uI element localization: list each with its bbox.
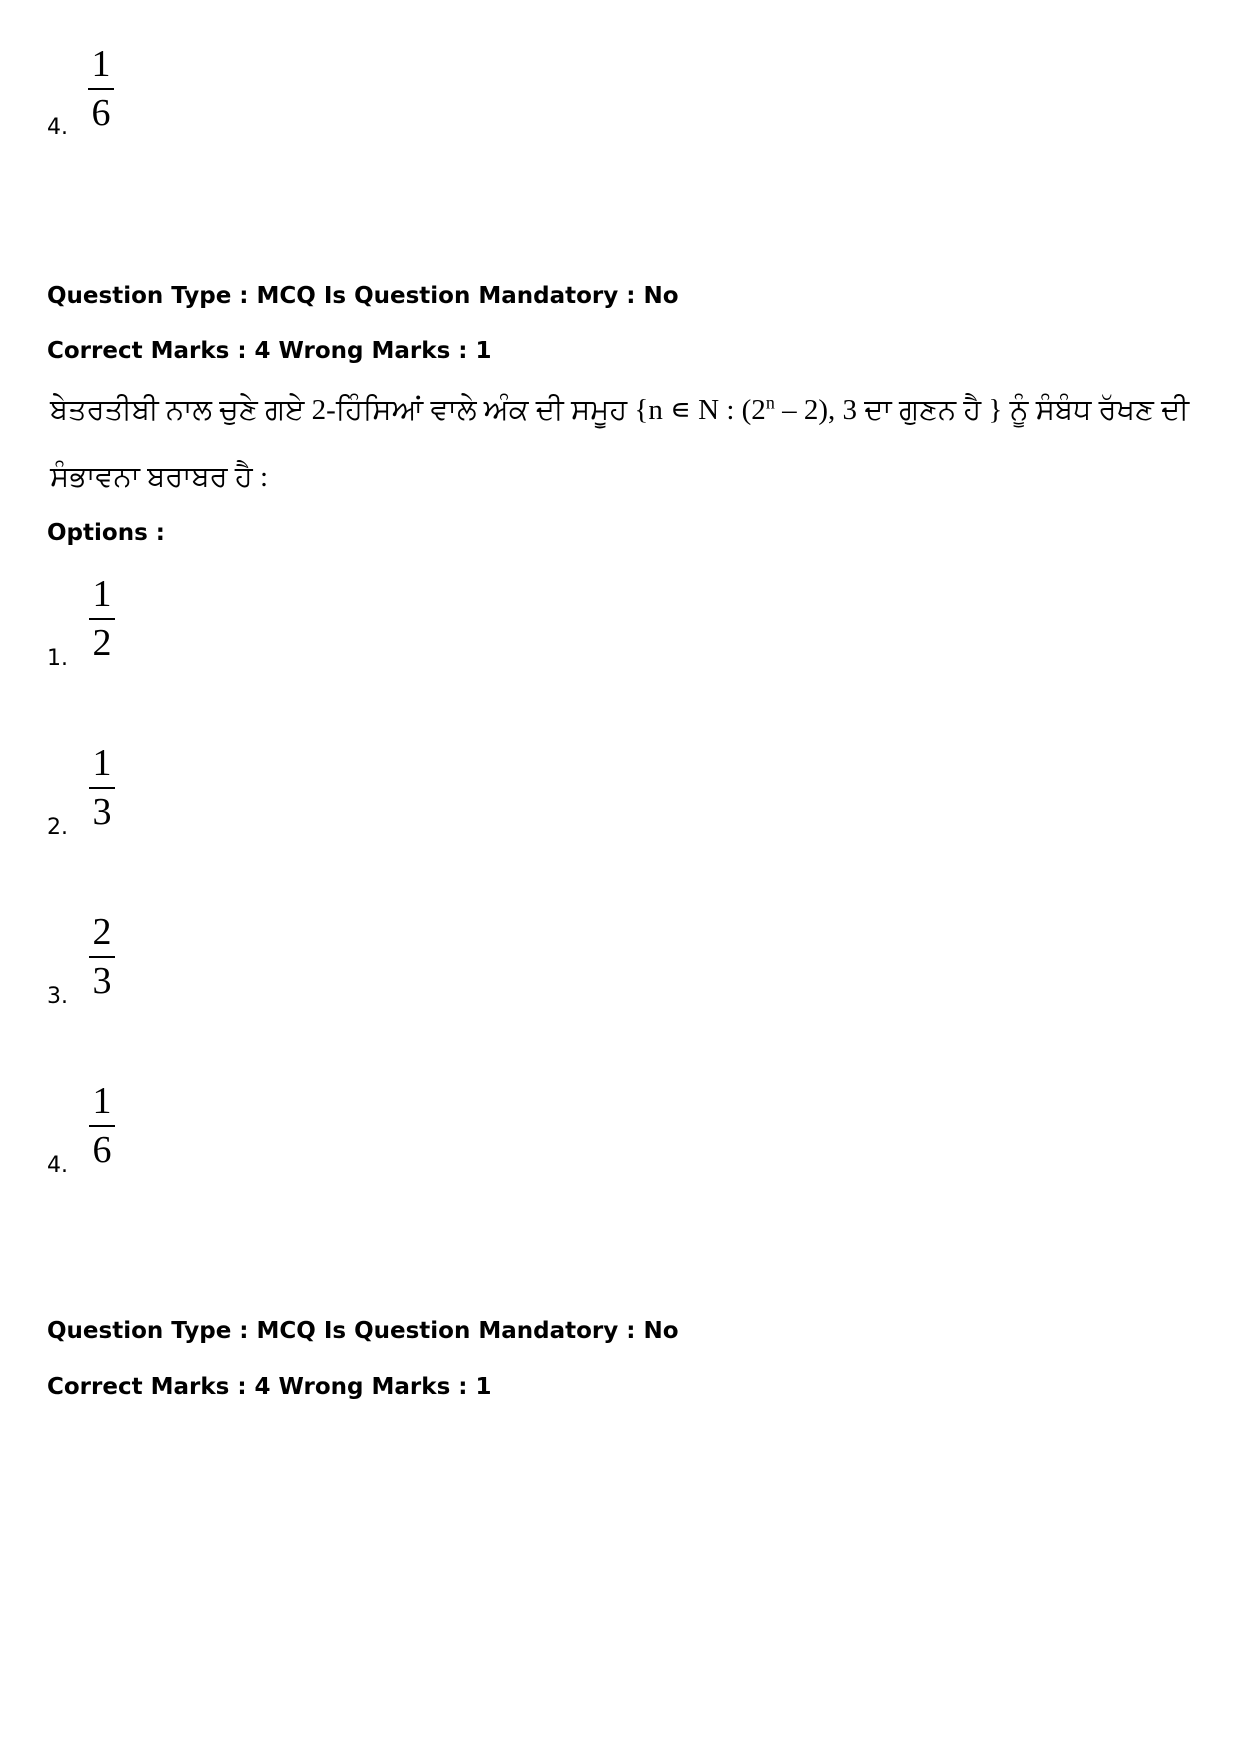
question-text-part1: ਬੇਤਰਤੀਬੀ ਨਾਲ ਚੁਣੇ ਗਏ 2-ਹਿੰਸਿਆਂ ਵਾਲੇ ਅੰਕ ਦੀ ਸਮੂਹ {n ∊ N : (2 — [50, 394, 766, 426]
fraction-denominator: 6 — [91, 92, 111, 134]
option-fraction — [88, 575, 116, 662]
question-text-part2: – 2), 3 ਦਾ ਗੁਣਨ ਹੈ } ਨੂੰ ਸੰਬੰਧ ਰੱਖਣ ਦੀ — [774, 394, 1190, 426]
question-type-line: Question Type : MCQ Is Question Mandatory : No — [47, 1318, 679, 1344]
fraction-denominator: 2 — [92, 622, 112, 664]
fraction-numerator: 1 — [92, 573, 112, 615]
option-fraction — [88, 744, 116, 831]
question-text-superscript: n — [765, 392, 775, 413]
option-fraction — [87, 45, 115, 132]
fraction-denominator: 6 — [92, 1129, 112, 1171]
question-text-line-1 — [50, 392, 1190, 426]
fraction-bar — [89, 1125, 115, 1127]
question-type-line: Question Type : MCQ Is Question Mandatory : No — [47, 283, 679, 309]
fraction-numerator: 2 — [92, 911, 112, 953]
option-number: 2. — [47, 815, 68, 840]
option-fraction — [88, 1082, 116, 1169]
option-fraction — [88, 913, 116, 1000]
option-number: 4. — [47, 115, 68, 140]
option-number: 3. — [47, 984, 68, 1009]
fraction-bar — [89, 787, 115, 789]
fraction-numerator: 1 — [92, 742, 112, 784]
fraction-denominator: 3 — [92, 791, 112, 833]
option-number: 4. — [47, 1153, 68, 1178]
question-text-line-2: ਸੰਭਾਵਨਾ ਬਰਾਬਰ ਹੈ : — [50, 461, 269, 493]
fraction-denominator: 3 — [92, 960, 112, 1002]
fraction-bar — [89, 618, 115, 620]
fraction-numerator: 1 — [91, 43, 111, 85]
option-number: 1. — [47, 646, 68, 671]
fraction-bar — [89, 956, 115, 958]
options-label: Options : — [47, 520, 165, 546]
marks-line: Correct Marks : 4 Wrong Marks : 1 — [47, 338, 492, 364]
fraction-numerator: 1 — [92, 1080, 112, 1122]
fraction-bar — [88, 88, 114, 90]
marks-line: Correct Marks : 4 Wrong Marks : 1 — [47, 1374, 492, 1400]
